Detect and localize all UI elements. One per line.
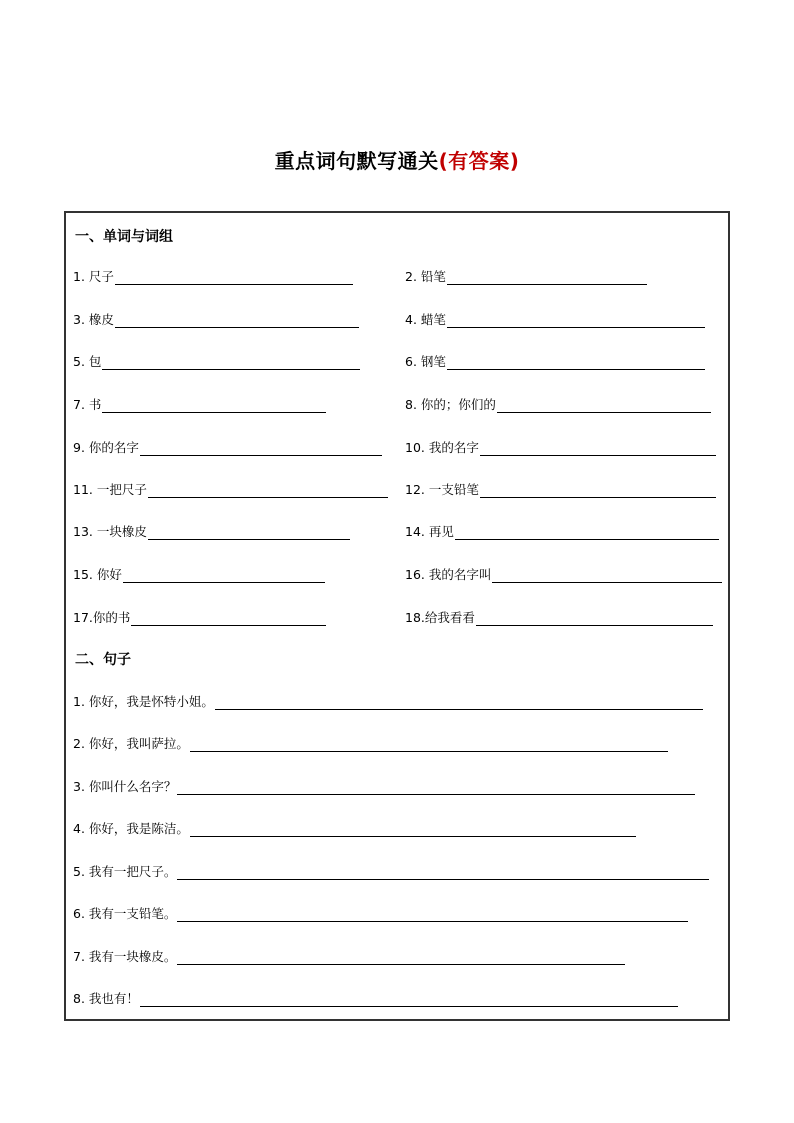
answer-blank[interactable] [177,780,695,795]
word-item-1: 1. 尺子 [73,267,353,285]
word-item-11: 11. 一把尺子 [73,480,388,498]
sentence-item-4: 4. 你好，我是陈洁。 [73,819,636,837]
sentence-item-2: 2. 你好，我叫萨拉。 [73,734,668,752]
word-item-17: 17.你的书 [73,608,326,626]
answer-blank[interactable] [492,568,722,583]
answer-blank[interactable] [148,483,388,498]
word-item-10: 10. 我的名字 [405,438,716,456]
word-item-2: 2. 铅笔 [405,267,647,285]
sentence-item-3: 3. 你叫什么名字？ [73,777,695,795]
word-item-15: 15. 你好 [73,565,325,583]
answer-blank[interactable] [140,441,382,456]
answer-blank[interactable] [455,525,719,540]
answer-blank[interactable] [131,611,326,626]
answer-blank[interactable] [177,907,688,922]
word-item-13: 13. 一块橡皮 [73,522,350,540]
worksheet-box [64,211,730,1021]
answer-blank[interactable] [190,737,668,752]
answer-blank[interactable] [115,270,353,285]
section-heading-words: 一、单词与词组 [75,229,173,245]
sentence-item-6: 6. 我有一支铅笔。 [73,904,688,922]
sentence-item-7: 7. 我有一块橡皮。 [73,947,625,965]
word-item-5: 5. 包 [73,352,360,370]
word-item-14: 14. 再见 [405,522,719,540]
answer-blank[interactable] [480,441,716,456]
sentence-item-8: 8. 我也有！ [73,989,678,1007]
sentence-item-5: 5. 我有一把尺子。 [73,862,709,880]
word-item-9: 9. 你的名字 [73,438,382,456]
answer-blank[interactable] [480,483,716,498]
page-title [0,145,794,174]
word-item-16: 16. 我的名字叫 [405,565,722,583]
title-main: 重点词句默写通关 [274,149,439,173]
sentence-item-1: 1. 你好，我是怀特小姐。 [73,692,703,710]
answer-blank[interactable] [115,313,359,328]
word-item-4: 4. 蜡笔 [405,310,705,328]
answer-blank[interactable] [177,950,625,965]
title-answer-note: (有答案) [438,149,520,173]
answer-blank[interactable] [123,568,325,583]
answer-blank[interactable] [447,313,705,328]
word-item-7: 7. 书 [73,395,326,413]
word-item-12: 12. 一支铅笔 [405,480,716,498]
answer-blank[interactable] [497,398,711,413]
word-item-18: 18.给我看看 [405,608,713,626]
answer-blank[interactable] [102,398,326,413]
answer-blank[interactable] [447,270,647,285]
answer-blank[interactable] [148,525,350,540]
answer-blank[interactable] [140,992,678,1007]
word-item-3: 3. 橡皮 [73,310,359,328]
word-item-6: 6. 钢笔 [405,352,705,370]
section-heading-sentences: 二、句子 [75,652,131,668]
answer-blank[interactable] [177,865,709,880]
answer-blank[interactable] [215,695,703,710]
answer-blank[interactable] [190,822,636,837]
answer-blank[interactable] [447,355,705,370]
answer-blank[interactable] [102,355,360,370]
answer-blank[interactable] [476,611,713,626]
word-item-8: 8. 你的；你们的 [405,395,711,413]
